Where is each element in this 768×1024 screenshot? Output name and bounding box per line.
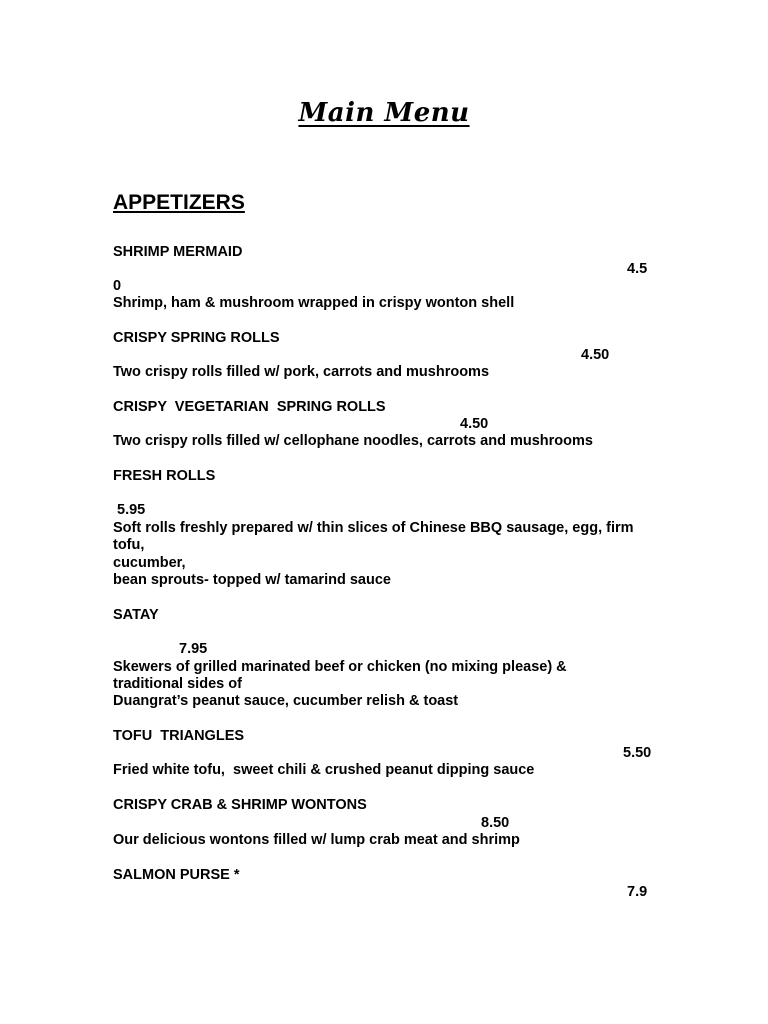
item-price-fresh-rolls: 5.95 xyxy=(113,502,146,518)
section-heading-appetizers: APPETIZERS xyxy=(113,191,245,214)
item-price-crispy-crab-shrimp-wontons: 8.50 xyxy=(481,815,510,831)
item-name-shrimp-mermaid: SHRIMP MERMAID xyxy=(113,244,243,260)
item-price-shrimp-mermaid: 4.5 xyxy=(627,261,648,277)
item-description-tofu-triangles: Fried white tofu, sweet chili & crushed peanut dipping sauce xyxy=(113,762,535,778)
item-price-crispy-vegetarian-spring-rolls: 4.50 xyxy=(460,416,489,432)
item-description-satay-line-3: Duangrat’s peanut sauce, cucumber relish & toast xyxy=(113,693,459,709)
item-name-crispy-spring-rolls: CRISPY SPRING ROLLS xyxy=(113,330,280,346)
item-price-crispy-spring-rolls: 4.50 xyxy=(581,347,610,363)
item-description-fresh-rolls-line-3: cucumber, xyxy=(113,555,186,571)
item-description-satay-line-2: traditional sides of xyxy=(113,676,242,692)
item-description-shrimp-mermaid: Shrimp, ham & mushroom wrapped in crispy wonton shell xyxy=(113,295,515,311)
item-description-fresh-rolls-line-1: Soft rolls freshly prepared w/ thin slices of Chinese BBQ sausage, egg, firm xyxy=(113,520,634,536)
item-name-crispy-crab-shrimp-wontons: CRISPY CRAB & SHRIMP WONTONS xyxy=(113,797,367,813)
item-price-satay: 7.95 xyxy=(179,641,208,657)
item-name-satay: SATAY xyxy=(113,607,159,623)
item-description-satay-line-1: Skewers of grilled marinated beef or chicken (no mixing please) & xyxy=(113,659,567,675)
item-description-fresh-rolls-line-4: bean sprouts- topped w/ tamarind sauce xyxy=(113,572,391,588)
item-name-salmon-purse: SALMON PURSE * xyxy=(113,867,240,883)
item-name-tofu-triangles: TOFU TRIANGLES xyxy=(113,728,245,744)
menu-title: Main Menu xyxy=(298,98,470,128)
item-description-crispy-vegetarian-spring-rolls: Two crispy rolls filled w/ cellophane noodles, carrots and mushrooms xyxy=(113,433,593,449)
item-name-fresh-rolls: FRESH ROLLS xyxy=(113,468,216,484)
item-price-salmon-purse: 7.9 xyxy=(627,884,648,900)
item-price-tofu-triangles: 5.50 xyxy=(623,745,652,761)
item-name-crispy-vegetarian-spring-rolls: CRISPY VEGETARIAN SPRING ROLLS xyxy=(113,399,386,415)
item-description-crispy-crab-shrimp-wontons: Our delicious wontons filled w/ lump crab meat and shrimp xyxy=(113,832,520,848)
item-description-crispy-spring-rolls: Two crispy rolls filled w/ pork, carrots and mushrooms xyxy=(113,364,490,380)
item-description-fresh-rolls-line-2: tofu, xyxy=(113,537,145,553)
item-price-shrimp-mermaid-wrap: 0 xyxy=(113,278,122,294)
